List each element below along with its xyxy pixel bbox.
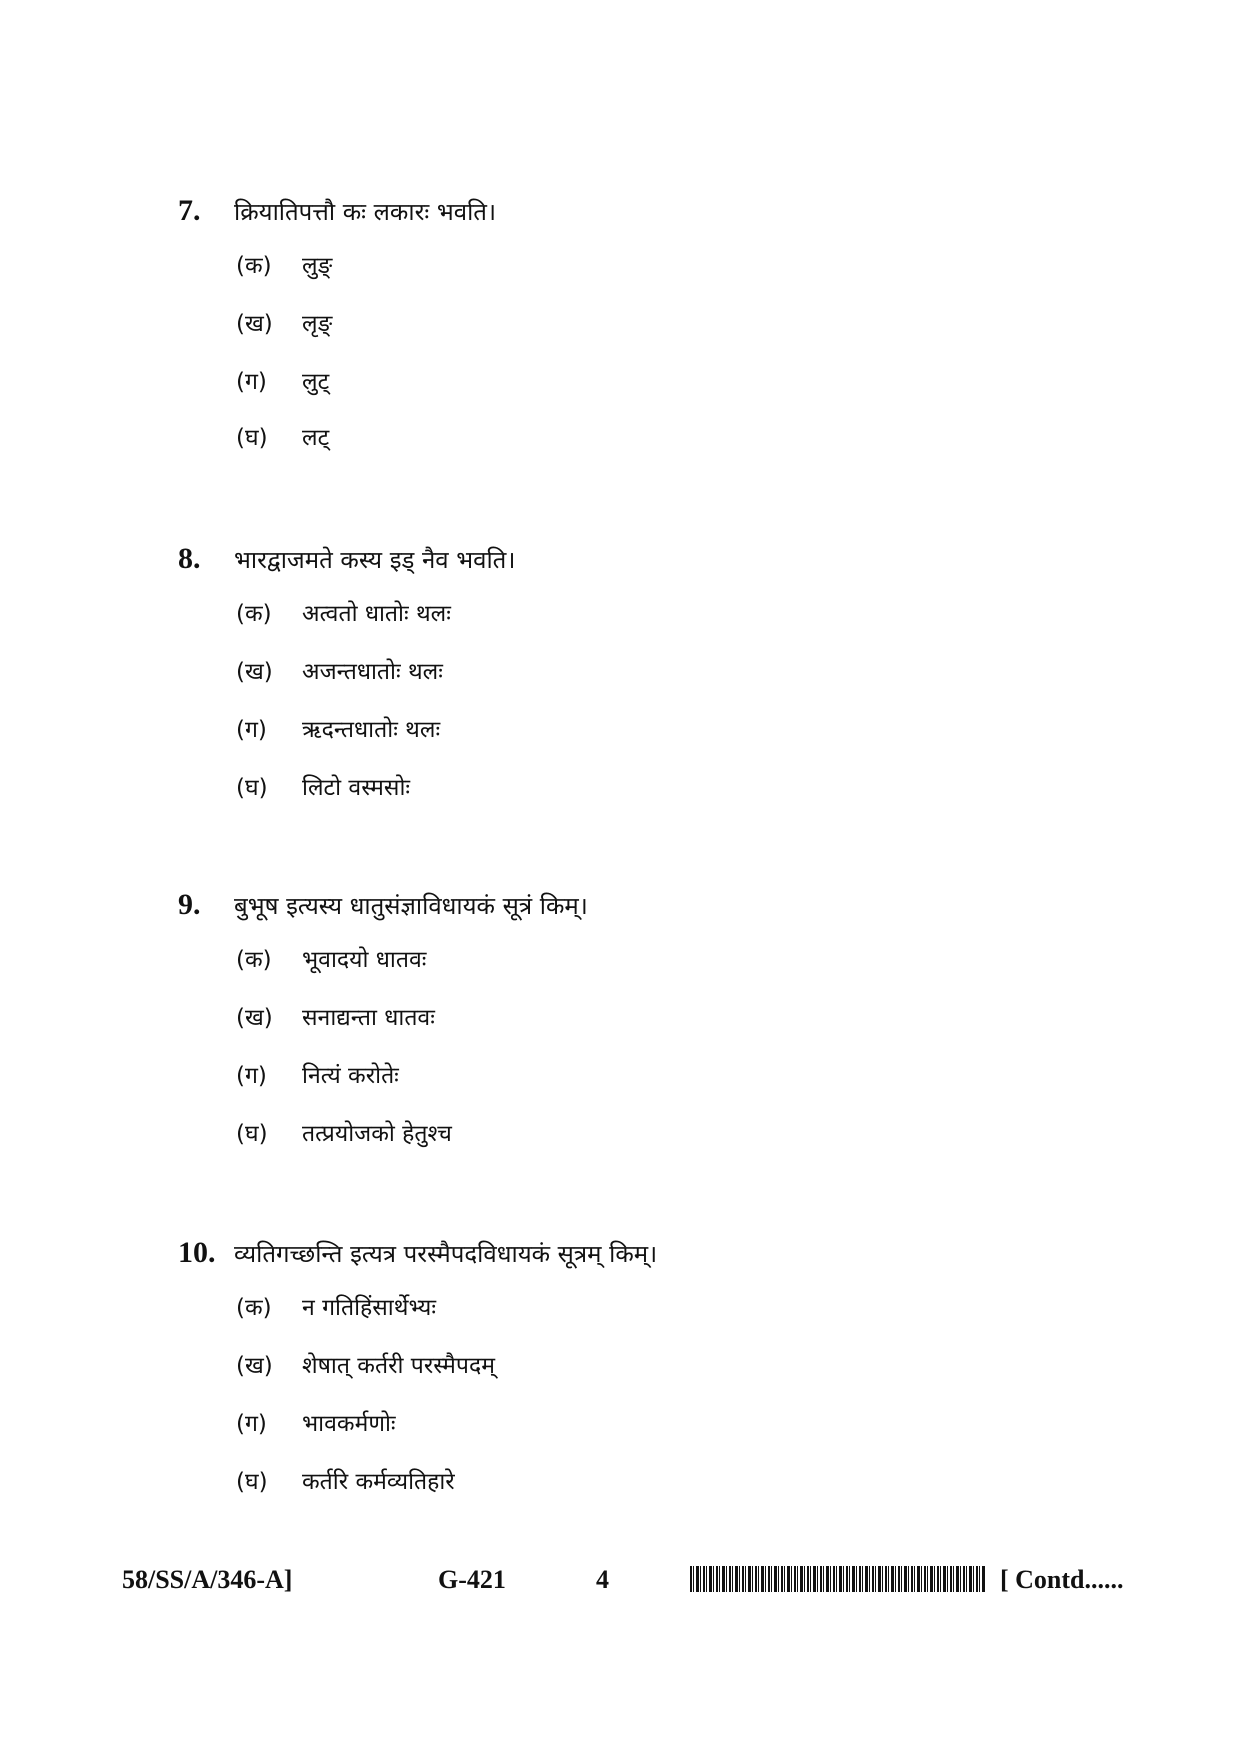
option-label: (ख)	[236, 1353, 273, 1379]
option-text: अत्वतो धातोः थलः	[302, 601, 451, 627]
option-ga	[236, 1408, 396, 1440]
option-text: न गतिहिंसार्थेभ्यः	[302, 1295, 437, 1321]
option-kha	[236, 308, 332, 340]
series-code: G-421	[438, 1565, 506, 1594]
option-ga	[236, 714, 440, 746]
option-label: (क)	[236, 1295, 272, 1321]
option-label: (क)	[236, 601, 272, 627]
option-label: (घ)	[236, 775, 268, 801]
question-number: 10.	[178, 1236, 216, 1269]
option-label: (ग)	[236, 369, 267, 395]
option-text: लुङ्	[302, 253, 333, 279]
question-text: भारद्वाजमते कस्य इड् नैव भवति।	[234, 546, 516, 574]
option-label: (ग)	[236, 1411, 267, 1437]
option-label: (ख)	[236, 1005, 273, 1031]
option-label: (घ)	[236, 425, 268, 451]
option-text: कर्तरि कर्मव्यतिहारे	[302, 1469, 455, 1495]
option-text: भूवादयो धातवः	[302, 947, 427, 973]
option-ka	[236, 944, 426, 976]
option-text: अजन्तधातोः थलः	[302, 659, 443, 685]
option-text: शेषात् कर्तरी परस्मैपदम्	[302, 1353, 495, 1379]
question-text: क्रियातिपत्तौ कः लकारः भवति।	[234, 198, 497, 226]
option-ka	[236, 598, 451, 630]
option-kha	[236, 656, 443, 688]
option-kha	[236, 1350, 495, 1382]
option-ga	[236, 366, 329, 398]
option-label: (ग)	[236, 717, 267, 743]
option-gha	[236, 772, 410, 804]
option-label: (ग)	[236, 1063, 267, 1089]
continued-label: [ Contd......	[1000, 1565, 1124, 1594]
option-text: नित्यं करोतेः	[302, 1063, 399, 1089]
option-text: ऋदन्तधातोः थलः	[302, 717, 441, 743]
page-number: 4	[596, 1565, 609, 1594]
option-text: तत्प्रयोजको हेतुश्च	[302, 1121, 452, 1147]
option-ka	[236, 1292, 436, 1324]
option-label: (ख)	[236, 659, 273, 685]
option-label: (क)	[236, 253, 272, 279]
option-gha	[236, 422, 329, 454]
question-number: 9.	[178, 888, 201, 921]
option-text: सनाद्यन्ता धातवः	[302, 1005, 435, 1031]
option-label: (घ)	[236, 1469, 268, 1495]
question-text: व्यतिगच्छन्ति इत्यत्र परस्मैपदविधायकं सूत्रम् किम्।	[234, 1240, 658, 1268]
option-gha	[236, 1118, 452, 1150]
option-text: लट्	[302, 425, 330, 451]
option-ga	[236, 1060, 399, 1092]
question-number: 7.	[178, 194, 201, 227]
question-number: 8.	[178, 542, 201, 575]
paper-code: 58/SS/A/346-A]	[122, 1565, 293, 1594]
barcode-image	[690, 1566, 986, 1592]
option-text: लिटो वस्मसोः	[302, 775, 411, 801]
option-label: (क)	[236, 947, 272, 973]
option-label: (घ)	[236, 1121, 268, 1147]
question-text: बुभूष इत्यस्य धातुसंज्ञाविधायकं सूत्रं किम्।	[234, 892, 588, 920]
option-text: लृङ्	[302, 311, 333, 337]
option-kha	[236, 1002, 435, 1034]
option-gha	[236, 1466, 455, 1498]
option-text: भावकर्मणोः	[302, 1411, 396, 1437]
page-footer	[0, 1562, 1241, 1602]
option-ka	[236, 250, 332, 282]
option-text: लुट्	[302, 369, 330, 395]
option-label: (ख)	[236, 311, 273, 337]
